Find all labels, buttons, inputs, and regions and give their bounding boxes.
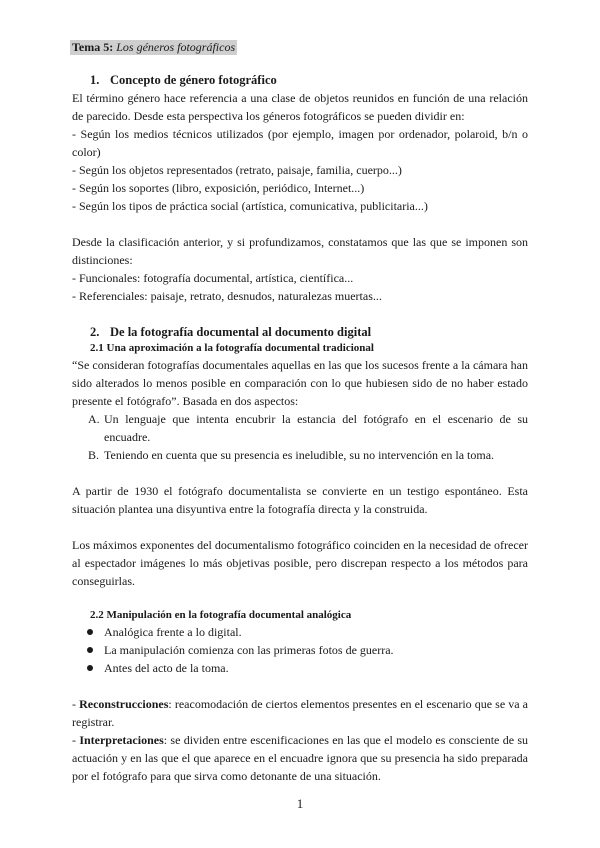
- bullet-text: La manipulación comienza con las primeras fotos de guerra.: [104, 643, 394, 657]
- interpretaciones-para: - Interpretaciones: se dividen entre escenificaciones en las que el modelo es consciente de su actuación y en las que el que aparece en el encuadre ignora que su presencia ha sido preparada por el fotógrafo para que sirva como detonante de una situación.: [72, 733, 528, 783]
- distinction-item: - Funcionales: fotografía documental, artística, científica...: [72, 271, 354, 285]
- bullet-dot-icon: [87, 665, 93, 671]
- interpretaciones-text: : se dividen entre escenificaciones en las que el modelo es consciente de su actuación y en las que el que aparece en el encuadre ignora que su presencia ha sido preparada por el fotógrafo para que sirva como detonante de una situación.: [72, 733, 528, 783]
- section-1-heading: [72, 71, 528, 89]
- section-1-number: 1.: [90, 73, 100, 87]
- section-1-criteria-list: [72, 125, 528, 215]
- section-1-intro: El término género hace referencia a una clase de objetos reunidos en función de una relación de parecido. Desde esta perspectiva los géneros fotográficos se pueden dividir en:: [72, 91, 528, 123]
- aspect-item: [72, 410, 528, 446]
- para-1930: A partir de 1930 el fotógrafo documentalista se convierte en un testigo espontáneo. Esta situación plantea una disyuntiva entre la fotografía directa y la construida.: [72, 484, 528, 516]
- page-number: 1: [296, 796, 304, 811]
- criteria-item: - Según los soportes (libro, exposición, periódico, Internet...): [72, 181, 365, 195]
- bullet-item: [72, 659, 528, 677]
- section-2-quote: “Se consideran fotografías documentales aquellas en las que los sucesos frente a la cámara han sido alterados lo menos posible en comparación con lo que hubiesen sido de no haber estado presente el fotógrafo”. Basada en dos aspectos:: [72, 358, 528, 408]
- criteria-item: - Según los tipos de práctica social (artística, comunicativa, publicitaria...): [72, 199, 428, 213]
- document-header: [70, 40, 237, 55]
- section-1-para2: Desde la clasificación anterior, y si profundizamos, constatamos que las que se imponen son distinciones:: [72, 235, 528, 267]
- criteria-item: - Según los objetos representados (retrato, paisaje, familia, cuerpo...): [72, 163, 402, 177]
- reconstrucciones-para: - Reconstrucciones: reacomodación de ciertos elementos presentes en el escenario que se va a registrar.: [72, 697, 528, 729]
- section-1-title: Concepto de género fotográfico: [110, 73, 277, 87]
- header-prefix: Tema 5:: [72, 40, 114, 54]
- manipulation-bullets: [72, 623, 528, 677]
- bullet-item: [72, 623, 528, 641]
- interpretaciones-label: Interpretaciones: [79, 733, 164, 747]
- bullet-dot-icon: [87, 647, 93, 653]
- aspect-item: [72, 446, 528, 464]
- subsection-2-2-heading: 2.2 Manipulación en la fotografía documental analógica: [90, 609, 352, 621]
- bullet-dot-icon: [87, 629, 93, 635]
- aspects-list: [72, 410, 528, 464]
- bullet-text: Analógica frente a lo digital.: [104, 625, 242, 639]
- section-2-title: De la fotografía documental al documento digital: [110, 325, 372, 339]
- criteria-item: - Según los medios técnicos utilizados (por ejemplo, imagen por ordenador, polaroid, b/n o color): [72, 127, 528, 159]
- header-title: Los géneros fotográficos: [116, 40, 236, 54]
- bullet-item: [72, 641, 528, 659]
- aspect-text: Un lenguaje que intenta encubrir la estancia del fotógrafo en el escenario de su encuadre.: [104, 412, 528, 444]
- aspect-marker: B.: [88, 448, 100, 462]
- aspect-marker: A.: [88, 412, 100, 426]
- aspect-text: Teniendo en cuenta que su presencia es ineludible, su no intervención en la toma.: [104, 448, 495, 462]
- reconstrucciones-label: Reconstrucciones: [79, 697, 169, 711]
- distinction-item: - Referenciales: paisaje, retrato, desnudos, naturalezas muertas...: [72, 289, 382, 303]
- section-2-number: 2.: [90, 325, 100, 339]
- para-exponentes: Los máximos exponentes del documentalismo fotográfico coinciden en la necesidad de ofrecer al espectador imágenes lo más objetivas posible, pero discrepan respecto a los métodos para conseguirlas.: [72, 538, 528, 588]
- section-2-heading: [72, 323, 528, 341]
- reconstrucciones-text: : reacomodación de ciertos elementos presentes en el escenario que se va a registrar.: [72, 697, 528, 729]
- bullet-text: Antes del acto de la toma.: [104, 661, 229, 675]
- subsection-2-1-heading: 2.1 Una aproximación a la fotografía documental tradicional: [90, 342, 374, 354]
- document-page: [72, 38, 528, 785]
